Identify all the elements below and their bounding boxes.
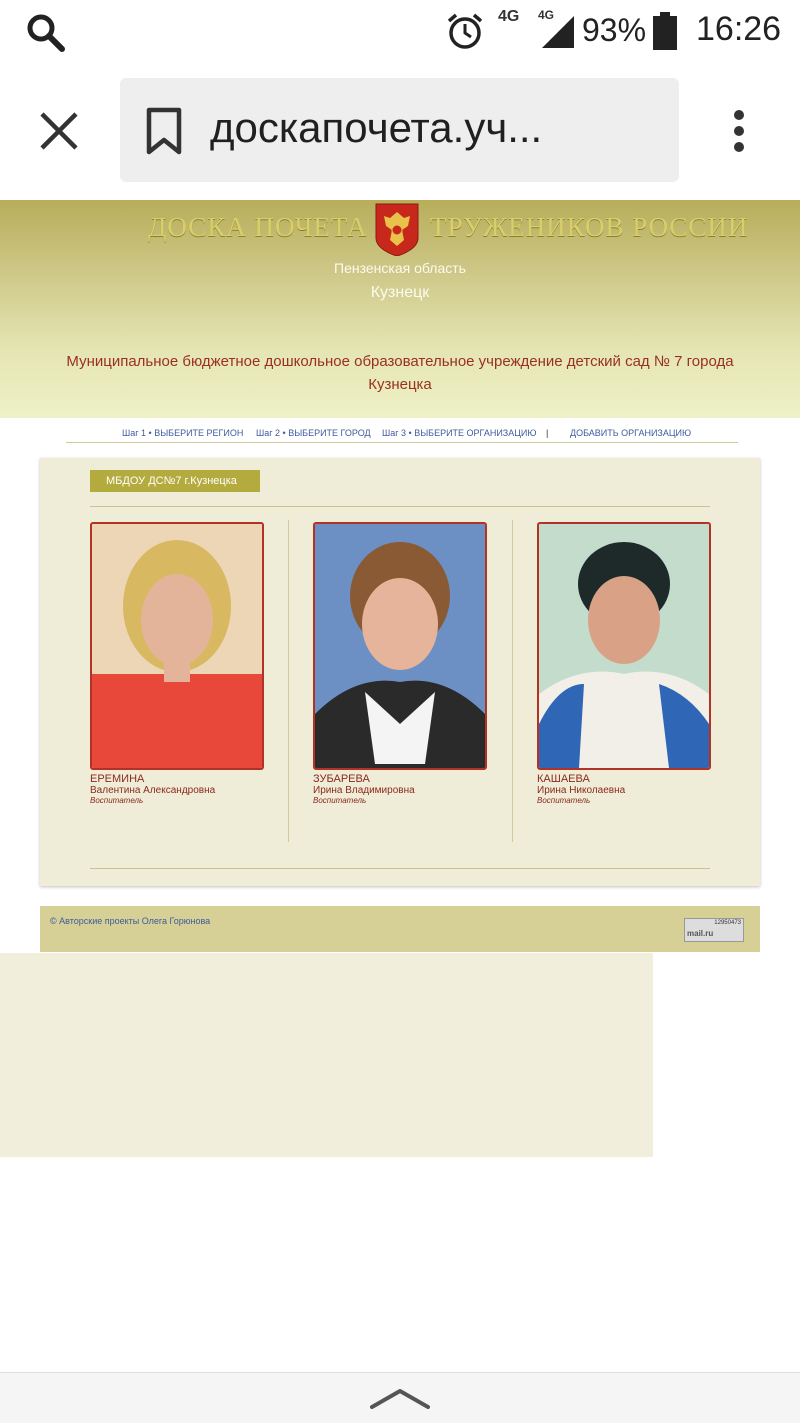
person-surname[interactable]: ЕРЕМИНА (90, 773, 145, 785)
person-name: Валентина Александровна (90, 785, 216, 796)
page-background-block (0, 953, 653, 1157)
organization-title: Муниципальное бюджетное дошкольное образовательное учреждение детский сад № 7 города Кузнецка (66, 353, 734, 393)
copyright-link[interactable]: © Авторские проекты Олега Горюнова (50, 916, 211, 926)
more-options-icon[interactable] (726, 108, 752, 154)
person-card[interactable] (313, 522, 489, 805)
network-type: 4G (498, 8, 520, 25)
person-position: Воспитатель (313, 796, 367, 805)
coat-of-arms-icon (374, 202, 420, 256)
counter-brand: mail.ru (687, 929, 714, 938)
site-title-right: ТРУЖЕНИКОВ РОССИИ (430, 212, 749, 242)
url-text[interactable]: доскапочета.уч... (210, 104, 543, 151)
close-icon[interactable] (36, 108, 82, 154)
bottom-bar (0, 1372, 800, 1423)
steps-separator: | (546, 428, 549, 438)
clock: 16:26 (696, 10, 782, 48)
person-name: Ирина Николаевна (537, 785, 626, 796)
signal-icon (540, 14, 576, 48)
person-photo[interactable] (313, 522, 487, 770)
person-surname[interactable]: ЗУБАРЕВА (313, 773, 370, 785)
city-name[interactable]: Кузнецк (370, 284, 430, 301)
search-icon[interactable] (24, 12, 68, 52)
network-type-secondary: 4G (538, 8, 555, 22)
page-header (0, 200, 800, 418)
honor-board-panel (40, 458, 760, 886)
column-divider (288, 520, 289, 842)
step-2-link[interactable]: Шаг 2 • ВЫБЕРИТЕ ГОРОД (256, 428, 371, 438)
visit-counter[interactable] (684, 918, 744, 942)
bookmark-icon[interactable] (144, 106, 184, 156)
region-name[interactable]: Пензенская область (334, 260, 466, 276)
steps-nav (66, 426, 738, 443)
person-photo[interactable] (90, 522, 264, 770)
column-divider (512, 520, 513, 842)
organization-tab[interactable]: МБДОУ ДС№7 г.Кузнецка (90, 470, 260, 492)
person-card[interactable] (90, 522, 266, 805)
page-footer (40, 906, 760, 952)
person-surname[interactable]: КАШАЕВА (537, 773, 590, 785)
person-photo[interactable] (537, 522, 711, 770)
add-organization-link[interactable]: ДОБАВИТЬ ОРГАНИЗАЦИЮ (570, 428, 692, 438)
battery-percent: 93% (582, 12, 647, 48)
person-name: Ирина Владимировна (313, 785, 415, 796)
divider (90, 868, 710, 869)
step-1-link[interactable]: Шаг 1 • ВЫБЕРИТЕ РЕГИОН (122, 428, 244, 438)
web-page (0, 200, 800, 1372)
address-bar[interactable] (120, 78, 679, 182)
divider (90, 506, 710, 507)
counter-value: 12950473 (714, 920, 741, 926)
status-bar (0, 0, 800, 62)
site-title-left: ДОСКА ПОЧЕТА (148, 212, 368, 242)
browser-toolbar (0, 62, 800, 200)
step-3-link[interactable]: Шаг 3 • ВЫБЕРИТЕ ОРГАНИЗАЦИЮ (382, 428, 537, 438)
person-card[interactable] (537, 522, 713, 805)
person-position: Воспитатель (537, 796, 591, 805)
alarm-icon (446, 12, 484, 50)
person-position: Воспитатель (90, 796, 144, 805)
chevron-up-icon[interactable] (368, 1385, 432, 1411)
battery-icon (652, 12, 678, 50)
